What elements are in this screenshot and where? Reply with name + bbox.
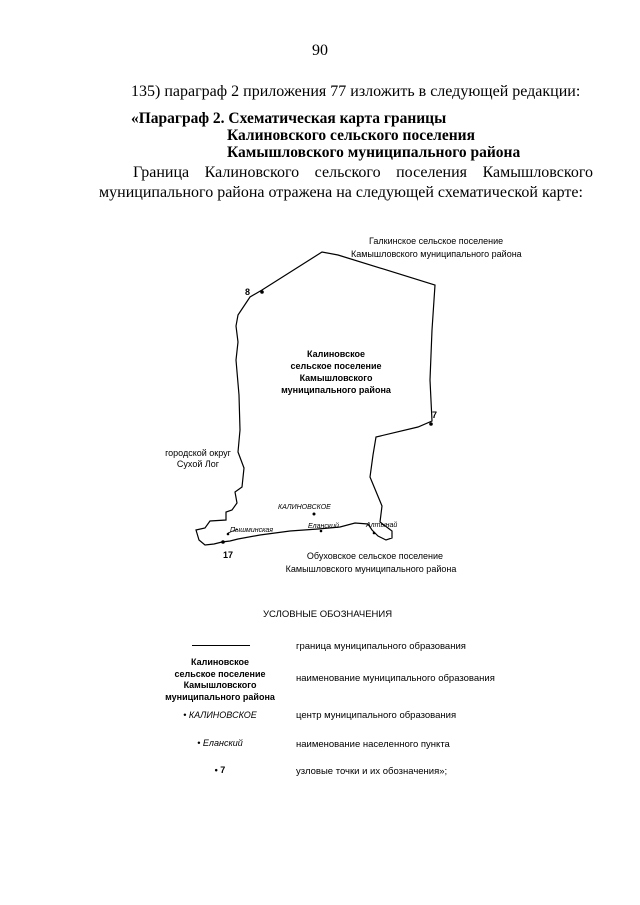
neighbor-north-line-1: Галкинское сельское поселение: [369, 236, 504, 246]
body-paragraph: Граница Калиновского сельского поселения Камышловского муниципального района отражена на следующей схематической карте:: [99, 164, 593, 201]
settlement-label-3: Алтынай: [366, 522, 398, 529]
legend-name-desc: наименование муниципального образования: [296, 673, 495, 684]
settlement-label-2: Еланский: [308, 523, 339, 530]
legend-name-sample: [150, 657, 290, 703]
settlement-name-line-4: муниципального района: [281, 385, 391, 395]
neighbor-north-line-2: Камышловского муниципального района: [351, 249, 522, 259]
node-label-17: 17: [223, 550, 234, 560]
heading-line-1: «Параграф 2. Схематическая карта границы: [131, 110, 447, 127]
settlement-name-line-3: Камышловского: [299, 373, 373, 383]
node-point-17: [221, 540, 225, 544]
neighbor-west-line-2: Сухой Лог: [176, 459, 220, 469]
legend-boundary-line: [192, 645, 250, 646]
neighbor-west-line-1: городской округ: [165, 448, 231, 458]
heading-line-2: Калиновского сельского поселения: [227, 127, 475, 144]
legend-name-line-1: Калиновское: [191, 657, 249, 667]
node-label-8: 8: [245, 287, 251, 297]
legend-node-sample: • 7: [214, 765, 226, 775]
admin-center-dot: [313, 513, 316, 516]
node-label-7: 7: [432, 410, 438, 420]
node-point-8: [260, 290, 264, 294]
heading-line-3: Камышловского муниципального района: [227, 144, 521, 161]
neighbor-south-line-1: Обуховское сельское поселение: [306, 551, 444, 561]
settlement-dot-3: [373, 532, 376, 535]
settlement-dot-2: [320, 530, 323, 533]
legend-name-line-3: Камышловского: [183, 680, 257, 690]
settlement-label-1: Пышминская: [230, 527, 274, 534]
page-number: 90: [312, 42, 328, 59]
settlement-boundary: [196, 252, 438, 545]
neighbor-south-line-2: Камышловского муниципального района: [285, 564, 457, 574]
legend-settlement-desc: наименование населенного пункта: [296, 739, 450, 750]
admin-center-label: КАЛИНОВСКОЕ: [278, 504, 331, 511]
node-point-7: [429, 422, 433, 426]
legend-name-line-2: сельское поселение: [174, 668, 266, 679]
settlement-name-line-1: Калиновское: [307, 349, 365, 359]
legend-name-line-4: муниципального района: [165, 691, 275, 702]
legend-settlement-sample: • Еланский: [197, 738, 243, 748]
legend-boundary-desc: граница муниципального образования: [296, 641, 466, 652]
intro-text: 135) параграф 2 приложения 77 изложить в следующей редакции:: [131, 83, 581, 100]
legend-center-sample: • КАЛИНОВСКОЕ: [183, 710, 257, 720]
legend-node-desc: узловые точки и их обозначения»;: [296, 766, 448, 777]
legend-title: УСЛОВНЫЕ ОБОЗНАЧЕНИЯ: [263, 609, 393, 620]
legend-center-desc: центр муниципального образования: [296, 710, 457, 721]
settlement-dot-1: [227, 533, 230, 536]
settlement-name-line-2: сельское поселение: [290, 361, 382, 371]
